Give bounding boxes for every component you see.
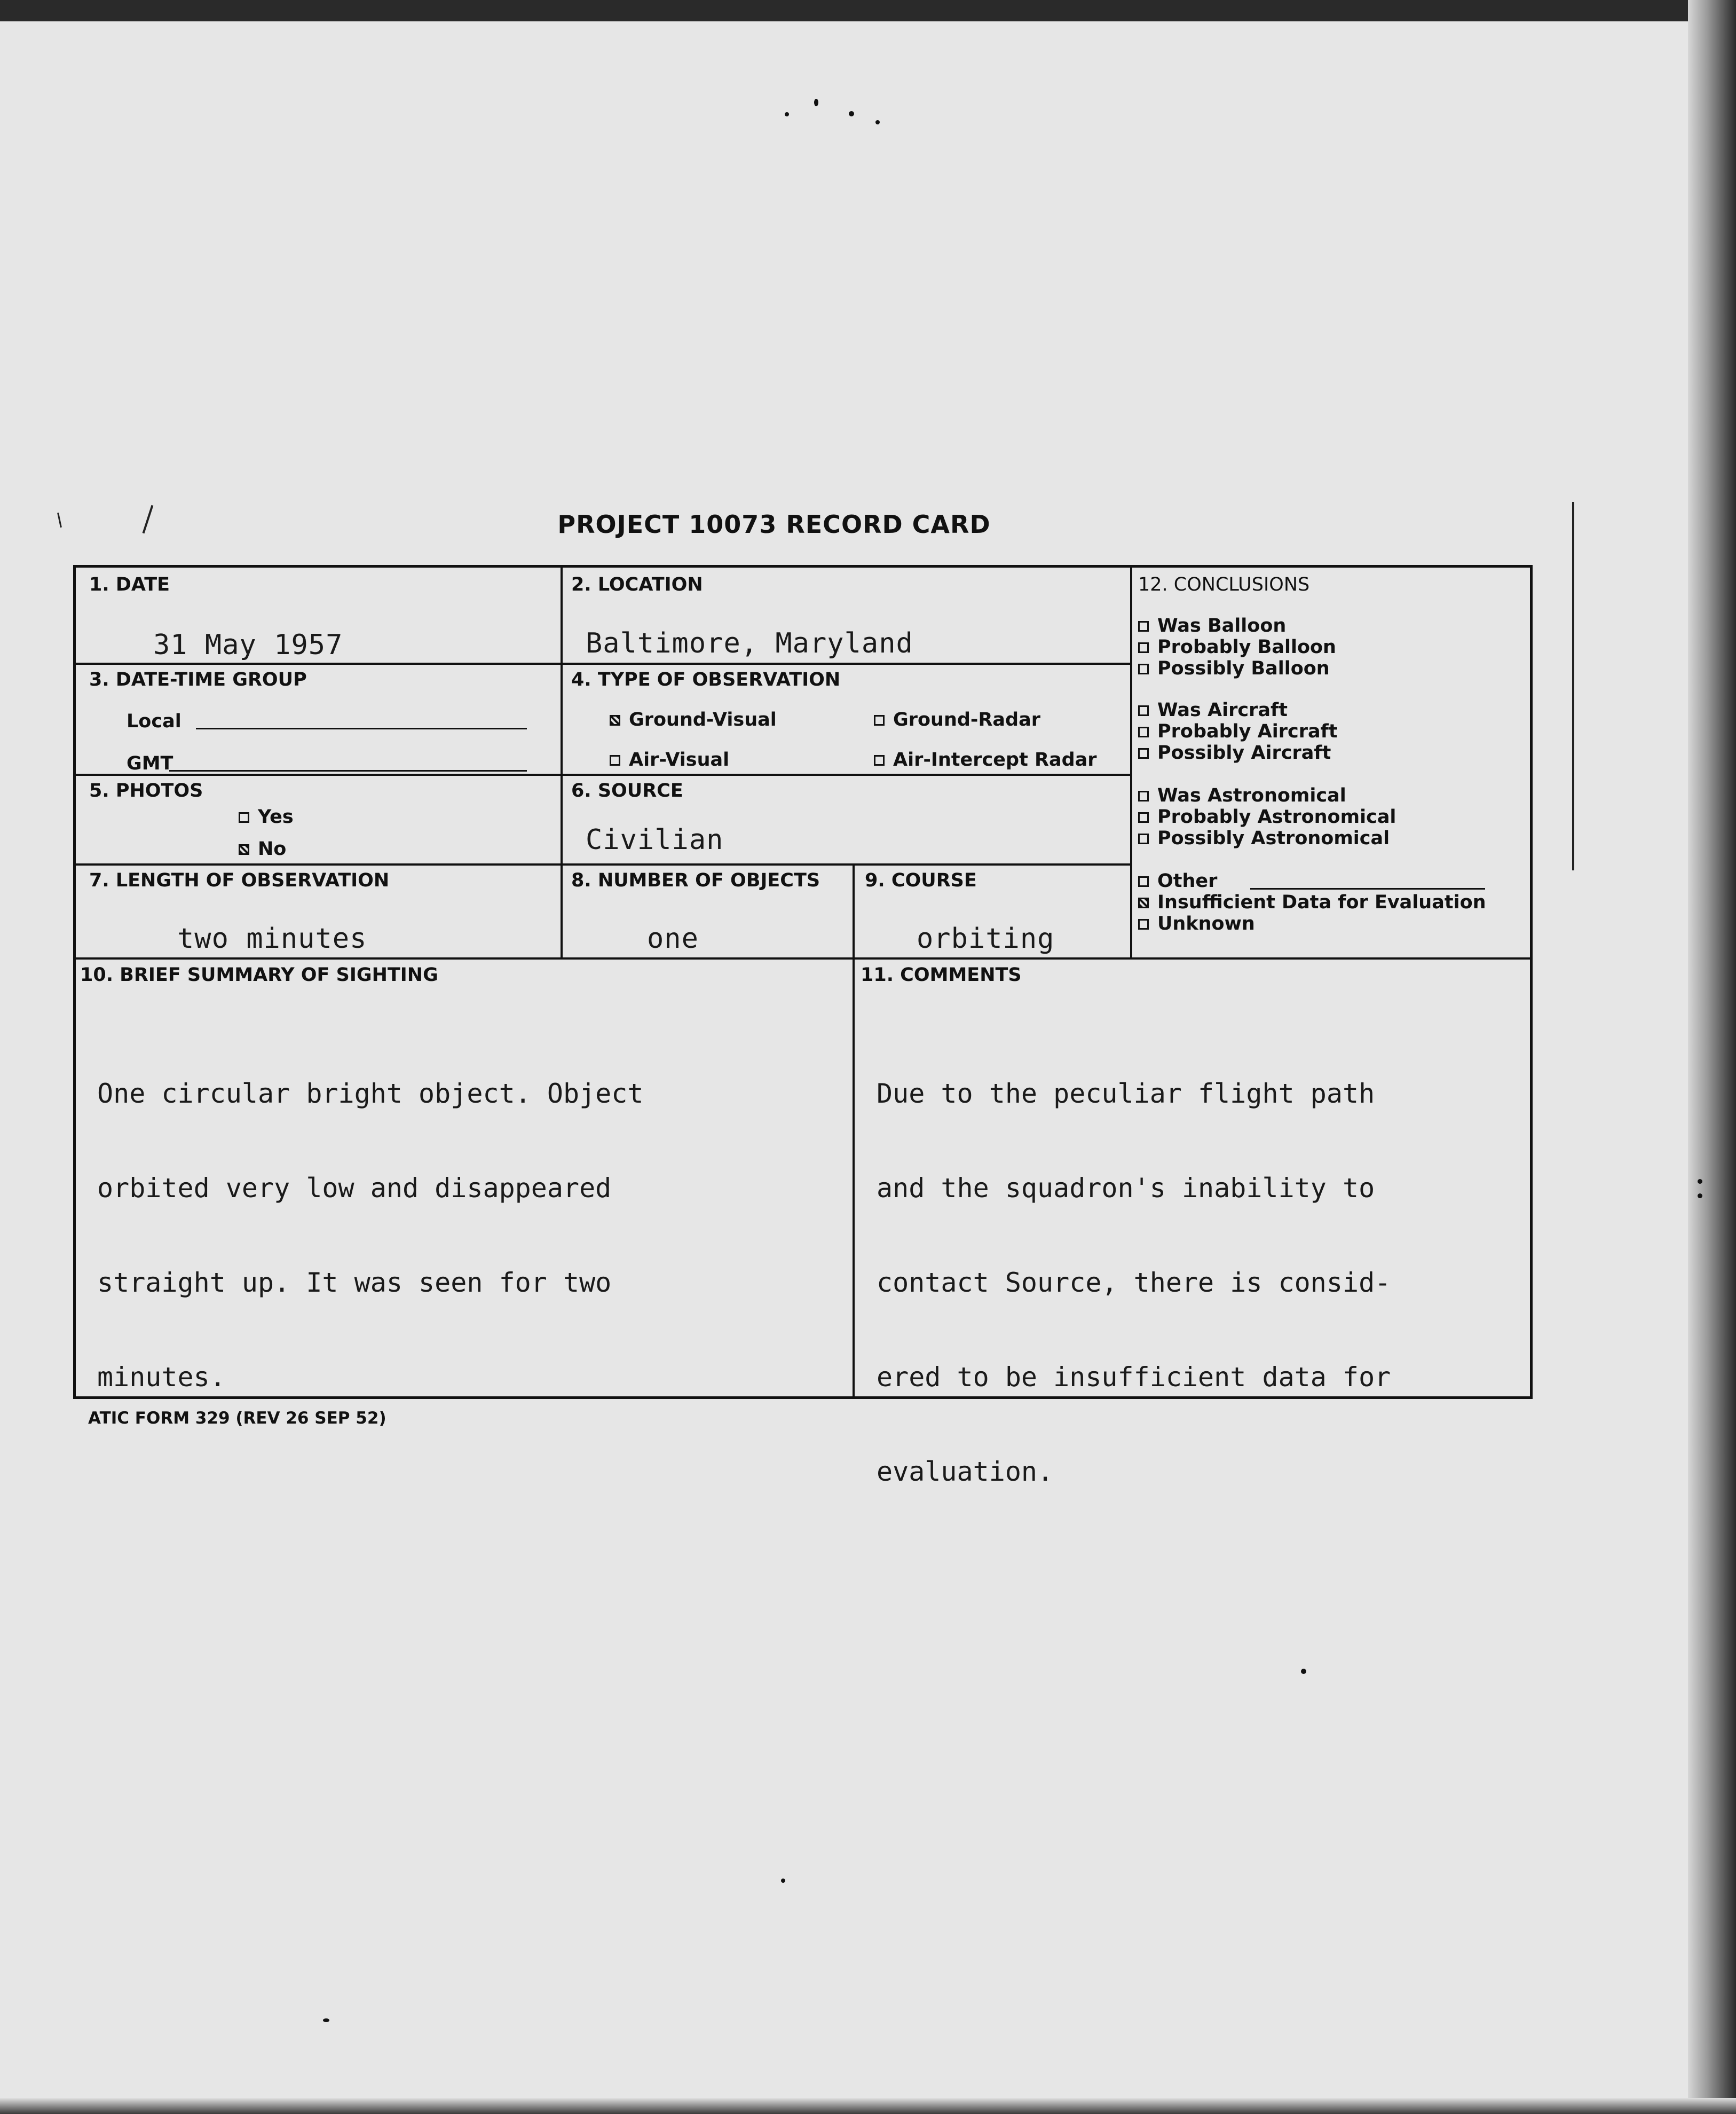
conclusion-possibly-astronomical[interactable] <box>1138 828 1390 849</box>
gmt-label: GMT <box>127 753 173 774</box>
scan-mark <box>1572 502 1574 870</box>
scan-mark <box>143 505 154 534</box>
photos-label: 5. PHOTOS <box>89 780 203 801</box>
conclusion-label: Unknown <box>1157 913 1255 934</box>
local-label: Local <box>127 711 182 732</box>
checkbox[interactable] <box>1138 621 1149 632</box>
checkbox[interactable] <box>1138 664 1149 674</box>
gmt-fill-line <box>169 770 527 772</box>
scan-speck <box>1698 1179 1702 1184</box>
type-of-observation-label: 4. TYPE OF OBSERVATION <box>571 669 841 690</box>
checkbox[interactable] <box>874 755 885 766</box>
option-ground-radar[interactable] <box>874 709 1040 730</box>
summary-line: minutes. <box>97 1362 226 1393</box>
conclusion-unknown[interactable] <box>1138 913 1255 934</box>
conclusion-label: Was Astronomical <box>1157 785 1346 806</box>
divider <box>76 663 1130 665</box>
comments-line: ered to be insufficient data for <box>877 1362 1391 1393</box>
scan-speck <box>1698 1193 1702 1198</box>
scan-speck <box>849 111 854 116</box>
conclusion-label: Possibly Astronomical <box>1157 828 1390 849</box>
scan-mark <box>57 513 62 528</box>
form-number: ATIC FORM 329 (REV 26 SEP 52) <box>88 1409 386 1428</box>
conclusion-insufficient-data[interactable] <box>1138 892 1486 913</box>
divider <box>1130 568 1132 957</box>
checkbox[interactable] <box>1138 812 1149 823</box>
conclusion-label: Possibly Balloon <box>1157 658 1330 679</box>
checkbox-checked[interactable] <box>1138 898 1149 908</box>
scan-speck <box>323 2018 329 2022</box>
divider <box>76 957 1530 960</box>
option-label: No <box>258 838 287 860</box>
conclusion-was-astronomical[interactable] <box>1138 785 1346 806</box>
comments-text <box>877 1015 1391 1551</box>
checkbox[interactable] <box>610 755 620 766</box>
checkbox[interactable] <box>1138 705 1149 716</box>
checkbox-checked[interactable] <box>610 715 620 726</box>
conclusion-possibly-aircraft[interactable] <box>1138 742 1331 764</box>
checkbox[interactable] <box>874 715 885 726</box>
checkbox[interactable] <box>1138 876 1149 887</box>
source-value: Civilian <box>586 824 724 856</box>
conclusions-label: 12. CONCLUSIONS <box>1138 574 1310 595</box>
conclusion-label: Probably Aircraft <box>1157 721 1338 742</box>
conclusion-label: Probably Astronomical <box>1157 806 1396 828</box>
divider <box>561 568 563 957</box>
summary-line: orbited very low and disappeared <box>97 1173 612 1204</box>
conclusion-was-aircraft[interactable] <box>1138 700 1288 721</box>
course-value: orbiting <box>917 923 1055 955</box>
length-of-observation-label: 7. LENGTH OF OBSERVATION <box>89 870 390 891</box>
conclusion-possibly-balloon[interactable] <box>1138 658 1330 679</box>
checkbox[interactable] <box>1138 834 1149 844</box>
option-label: Ground-Visual <box>629 709 777 730</box>
option-air-visual[interactable] <box>610 749 729 771</box>
divider <box>76 774 1130 776</box>
conclusion-probably-astronomical[interactable] <box>1138 806 1396 828</box>
comments-line: Due to the peculiar flight path <box>877 1078 1375 1109</box>
conclusion-label: Was Balloon <box>1157 615 1287 636</box>
divider <box>853 863 855 1397</box>
checkbox[interactable] <box>1138 642 1149 653</box>
divider <box>76 863 1130 866</box>
checkbox[interactable] <box>239 812 249 823</box>
conclusion-label: Was Aircraft <box>1157 700 1288 721</box>
location-label: 2. LOCATION <box>571 574 703 595</box>
course-label: 9. COURSE <box>865 870 977 891</box>
option-label: Air-Intercept Radar <box>893 749 1097 771</box>
conclusion-other[interactable] <box>1138 870 1217 892</box>
scan-speck <box>1301 1669 1306 1674</box>
other-fill-line <box>1250 888 1485 890</box>
option-photos-yes[interactable] <box>239 806 294 828</box>
summary-line: One circular bright object. Object <box>97 1078 644 1109</box>
scan-speck <box>814 99 818 106</box>
summary-text <box>97 1015 644 1456</box>
scan-border-top <box>0 0 1736 21</box>
date-value: 31 May 1957 <box>153 629 343 661</box>
scan-speck <box>875 120 880 124</box>
location-value: Baltimore, Maryland <box>586 627 913 659</box>
scan-border-right <box>1688 0 1736 2114</box>
conclusion-label: Possibly Aircraft <box>1157 742 1331 764</box>
number-of-objects-label: 8. NUMBER OF OBJECTS <box>571 870 820 891</box>
checkbox[interactable] <box>1138 919 1149 930</box>
local-fill-line <box>196 728 527 729</box>
date-time-group-label: 3. DATE-TIME GROUP <box>89 669 307 690</box>
conclusion-was-balloon[interactable] <box>1138 615 1286 636</box>
option-label: Air-Visual <box>629 749 730 771</box>
option-photos-no[interactable] <box>239 838 286 860</box>
source-label: 6. SOURCE <box>571 780 683 801</box>
option-air-intercept-radar[interactable] <box>874 749 1097 771</box>
checkbox[interactable] <box>1138 727 1149 737</box>
option-label: Yes <box>258 806 294 828</box>
scan-speck <box>785 112 789 116</box>
conclusion-label: Probably Balloon <box>1157 636 1336 658</box>
summary-label: 10. BRIEF SUMMARY OF SIGHTING <box>80 964 438 986</box>
date-label: 1. DATE <box>89 574 170 595</box>
summary-line: straight up. It was seen for two <box>97 1267 612 1298</box>
conclusion-probably-aircraft[interactable] <box>1138 721 1338 742</box>
option-ground-visual[interactable] <box>610 709 777 730</box>
option-label: Ground-Radar <box>893 709 1040 730</box>
comments-line: and the squadron's inability to <box>877 1173 1375 1204</box>
conclusion-label: Other <box>1157 870 1218 892</box>
scan-speck <box>781 1879 785 1883</box>
card-title: PROJECT 10073 RECORD CARD <box>557 510 991 539</box>
comments-line: evaluation. <box>877 1456 1054 1487</box>
comments-label: 11. COMMENTS <box>861 964 1022 986</box>
checkbox[interactable] <box>1138 748 1149 759</box>
conclusion-label: Insufficient Data for Evaluation <box>1157 892 1486 913</box>
number-of-objects-value: one <box>647 923 699 955</box>
conclusion-probably-balloon[interactable] <box>1138 636 1336 658</box>
length-of-observation-value: two minutes <box>177 923 367 955</box>
checkbox-checked[interactable] <box>239 844 249 855</box>
comments-line: contact Source, there is consid- <box>877 1267 1391 1298</box>
scan-border-bottom <box>0 2098 1736 2114</box>
checkbox[interactable] <box>1138 791 1149 801</box>
